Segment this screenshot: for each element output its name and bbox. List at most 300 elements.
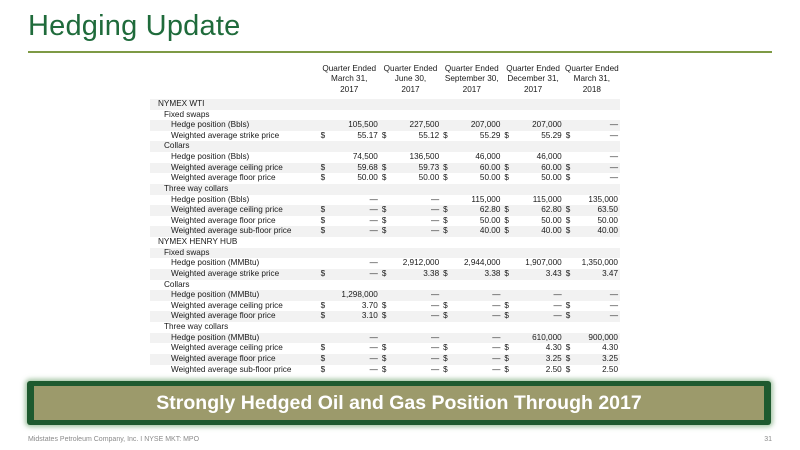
cell-value: 115,000 bbox=[471, 194, 501, 204]
currency-symbol: $ bbox=[381, 300, 387, 310]
currency-symbol bbox=[564, 99, 574, 110]
currency-symbol bbox=[441, 120, 451, 131]
cell-value bbox=[513, 99, 564, 110]
column-header-line: Quarter Ended bbox=[444, 64, 499, 73]
cell-value: 50.00 bbox=[418, 173, 440, 183]
column-header-line: 2017 bbox=[523, 84, 543, 94]
cell-value: 3.10 bbox=[329, 311, 380, 322]
column-header-line: Quarter Ended bbox=[322, 64, 377, 73]
table-row bbox=[150, 152, 620, 163]
cell-value: — bbox=[574, 120, 620, 131]
currency-symbol: $ bbox=[380, 226, 390, 237]
column-header bbox=[319, 64, 380, 99]
currency-symbol bbox=[502, 141, 512, 152]
cell-value: — bbox=[553, 300, 562, 310]
currency-symbol: $ bbox=[443, 173, 448, 183]
table-row bbox=[150, 258, 620, 269]
cell-value: 50.00 bbox=[357, 173, 378, 183]
cell-value: 3.25 bbox=[574, 354, 620, 365]
currency-symbol bbox=[441, 290, 451, 301]
currency-symbol bbox=[441, 184, 451, 195]
cell-value bbox=[574, 184, 620, 195]
cell-value bbox=[451, 184, 502, 195]
cell-value: 59.68 bbox=[329, 163, 380, 174]
column-header bbox=[502, 64, 563, 99]
row-label: Hedge position (MMBtu) bbox=[150, 290, 319, 301]
cell-value: — bbox=[430, 194, 440, 204]
cell-value bbox=[329, 237, 380, 248]
cell-value: 2,944,000 bbox=[463, 258, 501, 268]
row-label: Weighted average ceiling price bbox=[171, 343, 283, 353]
currency-symbol: $ bbox=[381, 343, 387, 353]
currency-symbol: $ bbox=[380, 354, 390, 365]
currency-symbol: $ bbox=[441, 205, 451, 216]
header-row bbox=[150, 64, 620, 99]
row-label: Hedge position (Bbls) bbox=[150, 120, 319, 131]
currency-symbol: $ bbox=[564, 163, 574, 174]
cell-value: 115,000 bbox=[532, 194, 562, 204]
cell-value: — bbox=[390, 226, 441, 237]
currency-symbol: $ bbox=[320, 364, 326, 374]
cell-value: — bbox=[609, 152, 618, 162]
currency-symbol bbox=[380, 110, 390, 121]
table-row bbox=[150, 301, 620, 312]
currency-symbol: $ bbox=[380, 205, 390, 216]
column-header-line: 2017 bbox=[340, 84, 359, 94]
currency-symbol bbox=[319, 280, 329, 291]
cell-value: 46,000 bbox=[536, 152, 562, 162]
currency-symbol bbox=[502, 184, 512, 195]
table-row bbox=[150, 290, 620, 301]
table-row bbox=[150, 365, 620, 376]
currency-symbol: $ bbox=[319, 354, 329, 365]
cell-value: — bbox=[369, 364, 378, 374]
cell-value: 60.00 bbox=[513, 163, 564, 174]
currency-symbol bbox=[502, 120, 512, 131]
currency-symbol: $ bbox=[502, 205, 512, 216]
table-row bbox=[150, 163, 620, 174]
cell-value: — bbox=[329, 269, 380, 280]
cell-value: — bbox=[430, 215, 440, 225]
cell-value: — bbox=[609, 173, 618, 183]
row-label: Weighted average floor price bbox=[171, 215, 276, 225]
banner-text: Strongly Hedged Oil and Gas Position Through 2017 bbox=[156, 391, 642, 414]
cell-value: 40.00 bbox=[513, 226, 564, 237]
cell-value: 50.00 bbox=[541, 173, 562, 183]
currency-symbol bbox=[502, 258, 512, 269]
currency-symbol: $ bbox=[441, 226, 451, 237]
currency-symbol bbox=[564, 322, 574, 333]
cell-value: 3.25 bbox=[513, 354, 564, 365]
cell-value: 55.12 bbox=[418, 130, 440, 140]
currency-symbol bbox=[564, 110, 574, 121]
currency-symbol: $ bbox=[319, 205, 329, 216]
cell-value: 3.38 bbox=[390, 269, 441, 280]
row-label: Three way collars bbox=[164, 322, 229, 332]
cell-value: — bbox=[451, 333, 502, 344]
cell-value bbox=[513, 248, 564, 259]
table-row bbox=[150, 269, 620, 280]
currency-symbol bbox=[441, 248, 451, 259]
cell-value: 4.30 bbox=[545, 343, 562, 353]
slide-title: Hedging Update bbox=[28, 10, 241, 42]
currency-symbol bbox=[441, 322, 451, 333]
currency-symbol: $ bbox=[502, 226, 512, 237]
currency-symbol bbox=[319, 152, 329, 163]
table-row bbox=[150, 110, 620, 121]
header-blank bbox=[150, 64, 319, 99]
cell-value: 50.00 bbox=[597, 215, 618, 225]
cell-value: 40.00 bbox=[574, 226, 620, 237]
currency-symbol bbox=[441, 141, 451, 152]
currency-symbol: $ bbox=[380, 311, 390, 322]
currency-symbol bbox=[319, 120, 329, 131]
summary-banner bbox=[27, 381, 771, 425]
currency-symbol: $ bbox=[443, 215, 448, 225]
currency-symbol bbox=[319, 184, 329, 195]
currency-symbol bbox=[502, 248, 512, 259]
hedging-table bbox=[150, 64, 620, 375]
currency-symbol bbox=[441, 333, 451, 344]
table-row bbox=[150, 280, 620, 291]
currency-symbol bbox=[319, 110, 329, 121]
table-row bbox=[150, 184, 620, 195]
cell-value: — bbox=[451, 354, 502, 365]
cell-value bbox=[451, 237, 502, 248]
currency-symbol: $ bbox=[564, 354, 574, 365]
cell-value: 4.30 bbox=[602, 343, 618, 353]
currency-symbol bbox=[441, 110, 451, 121]
cell-value bbox=[329, 322, 380, 333]
cell-value bbox=[513, 184, 564, 195]
currency-symbol bbox=[502, 110, 512, 121]
cell-value: 1,907,000 bbox=[525, 258, 562, 268]
cell-value: — bbox=[329, 333, 380, 344]
table-row bbox=[150, 216, 620, 227]
cell-value: — bbox=[369, 215, 378, 225]
cell-value bbox=[390, 322, 441, 333]
row-label: Fixed swaps bbox=[164, 109, 210, 119]
currency-symbol bbox=[380, 322, 390, 333]
currency-symbol: $ bbox=[565, 173, 571, 183]
cell-value: 50.00 bbox=[479, 215, 501, 225]
cell-value: — bbox=[390, 333, 441, 344]
currency-symbol: $ bbox=[441, 163, 451, 174]
currency-symbol bbox=[380, 120, 390, 131]
currency-symbol bbox=[564, 184, 574, 195]
cell-value: — bbox=[574, 163, 620, 174]
row-label: Hedge position (Bbls) bbox=[171, 152, 250, 162]
row-label: Weighted average sub-floor price bbox=[171, 364, 292, 374]
currency-symbol: $ bbox=[320, 300, 326, 310]
cell-value bbox=[329, 248, 380, 259]
currency-symbol: $ bbox=[502, 269, 512, 280]
cell-value: — bbox=[329, 354, 380, 365]
currency-symbol: $ bbox=[504, 130, 509, 140]
currency-symbol bbox=[319, 141, 329, 152]
currency-symbol bbox=[502, 99, 512, 110]
cell-value: 3.70 bbox=[361, 300, 378, 310]
currency-symbol: $ bbox=[565, 364, 571, 374]
currency-symbol: $ bbox=[320, 173, 326, 183]
currency-symbol bbox=[380, 141, 390, 152]
currency-symbol: $ bbox=[565, 215, 571, 225]
currency-symbol: $ bbox=[564, 269, 574, 280]
cell-value: 3.47 bbox=[574, 269, 620, 280]
currency-symbol bbox=[502, 280, 512, 291]
currency-symbol: $ bbox=[504, 173, 509, 183]
currency-symbol bbox=[441, 258, 451, 269]
currency-symbol bbox=[319, 258, 329, 269]
cell-value: — bbox=[451, 311, 502, 322]
currency-symbol: $ bbox=[564, 226, 574, 237]
row-label: Three way collars bbox=[150, 184, 319, 195]
currency-symbol: $ bbox=[319, 226, 329, 237]
row-label: Weighted average floor price bbox=[150, 354, 319, 365]
cell-value: 610,000 bbox=[513, 333, 564, 344]
cell-value bbox=[513, 280, 564, 291]
cell-value: — bbox=[430, 364, 440, 374]
row-label: Weighted average floor price bbox=[171, 173, 276, 183]
currency-symbol: $ bbox=[381, 364, 387, 374]
column-header-line: Quarter Ended bbox=[383, 64, 438, 73]
cell-value bbox=[390, 184, 441, 195]
row-label: Hedge position (MMBtu) bbox=[171, 258, 260, 268]
table-row bbox=[150, 237, 620, 248]
currency-symbol bbox=[564, 258, 574, 269]
cell-value bbox=[513, 141, 564, 152]
table-row bbox=[150, 322, 620, 333]
table-row bbox=[150, 141, 620, 152]
cell-value bbox=[451, 141, 502, 152]
cell-value: — bbox=[574, 311, 620, 322]
cell-value bbox=[574, 237, 620, 248]
cell-value: 1,350,000 bbox=[581, 258, 618, 268]
row-label: Weighted average ceiling price bbox=[171, 300, 283, 310]
currency-symbol: $ bbox=[504, 343, 509, 353]
currency-symbol bbox=[441, 152, 451, 163]
currency-symbol: $ bbox=[443, 364, 448, 374]
table-body bbox=[150, 99, 620, 375]
table-row bbox=[150, 311, 620, 322]
cell-value bbox=[451, 110, 502, 121]
cell-value: — bbox=[492, 364, 501, 374]
table-row bbox=[150, 131, 620, 142]
row-label: NYMEX HENRY HUB bbox=[158, 237, 238, 247]
row-label: Collars bbox=[164, 279, 190, 289]
cell-value: 227,500 bbox=[390, 120, 441, 131]
currency-symbol bbox=[380, 237, 390, 248]
cell-value bbox=[390, 99, 441, 110]
cell-value: 63.50 bbox=[574, 205, 620, 216]
cell-value bbox=[451, 99, 502, 110]
cell-value bbox=[390, 248, 441, 259]
currency-symbol bbox=[319, 195, 329, 206]
cell-value: — bbox=[369, 194, 378, 204]
table-row bbox=[150, 343, 620, 354]
cell-value bbox=[574, 110, 620, 121]
cell-value: — bbox=[492, 343, 501, 353]
cell-value: 136,500 bbox=[409, 152, 440, 162]
cell-value: 207,000 bbox=[513, 120, 564, 131]
row-label: Collars bbox=[150, 141, 319, 152]
cell-value: 900,000 bbox=[574, 333, 620, 344]
currency-symbol bbox=[564, 195, 574, 206]
cell-value bbox=[451, 280, 502, 291]
currency-symbol bbox=[564, 333, 574, 344]
currency-symbol: $ bbox=[320, 130, 326, 140]
row-label: Fixed swaps bbox=[150, 248, 319, 259]
currency-symbol bbox=[502, 237, 512, 248]
cell-value: 59.73 bbox=[390, 163, 441, 174]
currency-symbol bbox=[380, 99, 390, 110]
column-header-line: 2017 bbox=[462, 84, 481, 94]
currency-symbol bbox=[380, 152, 390, 163]
currency-symbol: $ bbox=[504, 364, 509, 374]
currency-symbol bbox=[502, 333, 512, 344]
cell-value bbox=[451, 322, 502, 333]
currency-symbol: $ bbox=[504, 215, 509, 225]
currency-symbol bbox=[502, 290, 512, 301]
column-header-line: Quarter Ended bbox=[506, 64, 560, 73]
currency-symbol bbox=[319, 333, 329, 344]
summary-banner-inner bbox=[34, 386, 764, 420]
currency-symbol bbox=[564, 141, 574, 152]
cell-value: — bbox=[451, 290, 502, 301]
column-header-line: March 31, bbox=[573, 74, 611, 84]
currency-symbol: $ bbox=[441, 311, 451, 322]
row-label: Hedge position (Bbls) bbox=[171, 194, 250, 204]
table-row bbox=[150, 120, 620, 131]
currency-symbol bbox=[441, 237, 451, 248]
currency-symbol bbox=[441, 195, 451, 206]
row-label: Weighted average ceiling price bbox=[150, 163, 319, 174]
table-row bbox=[150, 195, 620, 206]
currency-symbol: $ bbox=[502, 354, 512, 365]
row-label: NYMEX WTI bbox=[150, 99, 319, 110]
cell-value: 2.50 bbox=[545, 364, 562, 374]
cell-value: 55.17 bbox=[357, 130, 378, 140]
table-row bbox=[150, 333, 620, 344]
cell-value: 135,000 bbox=[588, 194, 618, 204]
cell-value: 40.00 bbox=[451, 226, 502, 237]
currency-symbol: $ bbox=[565, 343, 571, 353]
column-header-line: Quarter Ended bbox=[564, 64, 619, 73]
column-header-line: June 30, bbox=[394, 74, 427, 84]
currency-symbol: $ bbox=[381, 130, 387, 140]
currency-symbol bbox=[502, 322, 512, 333]
column-header bbox=[380, 64, 441, 99]
column-header-line: December 31, bbox=[507, 74, 559, 84]
cell-value bbox=[513, 237, 564, 248]
cell-value: 62.80 bbox=[451, 205, 502, 216]
cell-value: 55.29 bbox=[541, 130, 562, 140]
cell-value bbox=[574, 141, 620, 152]
cell-value bbox=[390, 110, 441, 121]
table-row bbox=[150, 226, 620, 237]
currency-symbol bbox=[502, 195, 512, 206]
cell-value bbox=[451, 248, 502, 259]
currency-symbol: $ bbox=[443, 300, 448, 310]
currency-symbol: $ bbox=[504, 300, 509, 310]
currency-symbol: $ bbox=[443, 343, 448, 353]
cell-value bbox=[329, 141, 380, 152]
currency-symbol: $ bbox=[441, 354, 451, 365]
currency-symbol: $ bbox=[381, 215, 387, 225]
currency-symbol: $ bbox=[502, 311, 512, 322]
page-number: 31 bbox=[764, 436, 772, 443]
currency-symbol: $ bbox=[319, 269, 329, 280]
cell-value bbox=[574, 322, 620, 333]
currency-symbol bbox=[319, 99, 329, 110]
currency-symbol bbox=[564, 237, 574, 248]
cell-value: — bbox=[492, 300, 501, 310]
currency-symbol bbox=[380, 333, 390, 344]
cell-value bbox=[390, 141, 441, 152]
row-label: Weighted average ceiling price bbox=[150, 205, 319, 216]
cell-value: 60.00 bbox=[451, 163, 502, 174]
currency-symbol bbox=[380, 248, 390, 259]
currency-symbol bbox=[380, 290, 390, 301]
cell-value: — bbox=[329, 205, 380, 216]
cell-value: — bbox=[430, 300, 440, 310]
currency-symbol bbox=[441, 280, 451, 291]
currency-symbol bbox=[319, 248, 329, 259]
cell-value: 3.38 bbox=[451, 269, 502, 280]
cell-value: — bbox=[369, 343, 378, 353]
cell-value: 55.29 bbox=[479, 130, 501, 140]
currency-symbol: $ bbox=[502, 163, 512, 174]
currency-symbol: $ bbox=[565, 300, 571, 310]
cell-value: — bbox=[369, 258, 378, 268]
column-header bbox=[564, 64, 620, 99]
currency-symbol: $ bbox=[565, 130, 571, 140]
cell-value: — bbox=[390, 354, 441, 365]
column-header-line: 2017 bbox=[401, 84, 420, 94]
currency-symbol bbox=[564, 248, 574, 259]
currency-symbol bbox=[380, 258, 390, 269]
cell-value: — bbox=[513, 311, 564, 322]
currency-symbol bbox=[380, 184, 390, 195]
currency-symbol bbox=[319, 322, 329, 333]
column-header bbox=[441, 64, 502, 99]
cell-value: 105,500 bbox=[329, 120, 380, 131]
currency-symbol: $ bbox=[564, 311, 574, 322]
currency-symbol bbox=[319, 290, 329, 301]
row-label: Hedge position (MMBtu) bbox=[150, 333, 319, 344]
currency-symbol: $ bbox=[380, 163, 390, 174]
currency-symbol bbox=[380, 195, 390, 206]
cell-value bbox=[513, 110, 564, 121]
cell-value bbox=[574, 99, 620, 110]
cell-value: — bbox=[430, 343, 440, 353]
currency-symbol bbox=[564, 290, 574, 301]
row-label: Weighted average strike price bbox=[150, 269, 319, 280]
currency-symbol: $ bbox=[320, 343, 326, 353]
cell-value: — bbox=[390, 290, 441, 301]
cell-value: — bbox=[513, 290, 564, 301]
title-divider bbox=[28, 51, 772, 53]
row-label: Weighted average sub-floor price bbox=[150, 226, 319, 237]
currency-symbol bbox=[380, 280, 390, 291]
currency-symbol: $ bbox=[443, 130, 448, 140]
row-label: Weighted average strike price bbox=[171, 130, 280, 140]
column-header-line: 2018 bbox=[582, 84, 601, 94]
cell-value: — bbox=[609, 130, 618, 140]
table-row bbox=[150, 99, 620, 110]
cell-value bbox=[574, 280, 620, 291]
currency-symbol: $ bbox=[564, 205, 574, 216]
